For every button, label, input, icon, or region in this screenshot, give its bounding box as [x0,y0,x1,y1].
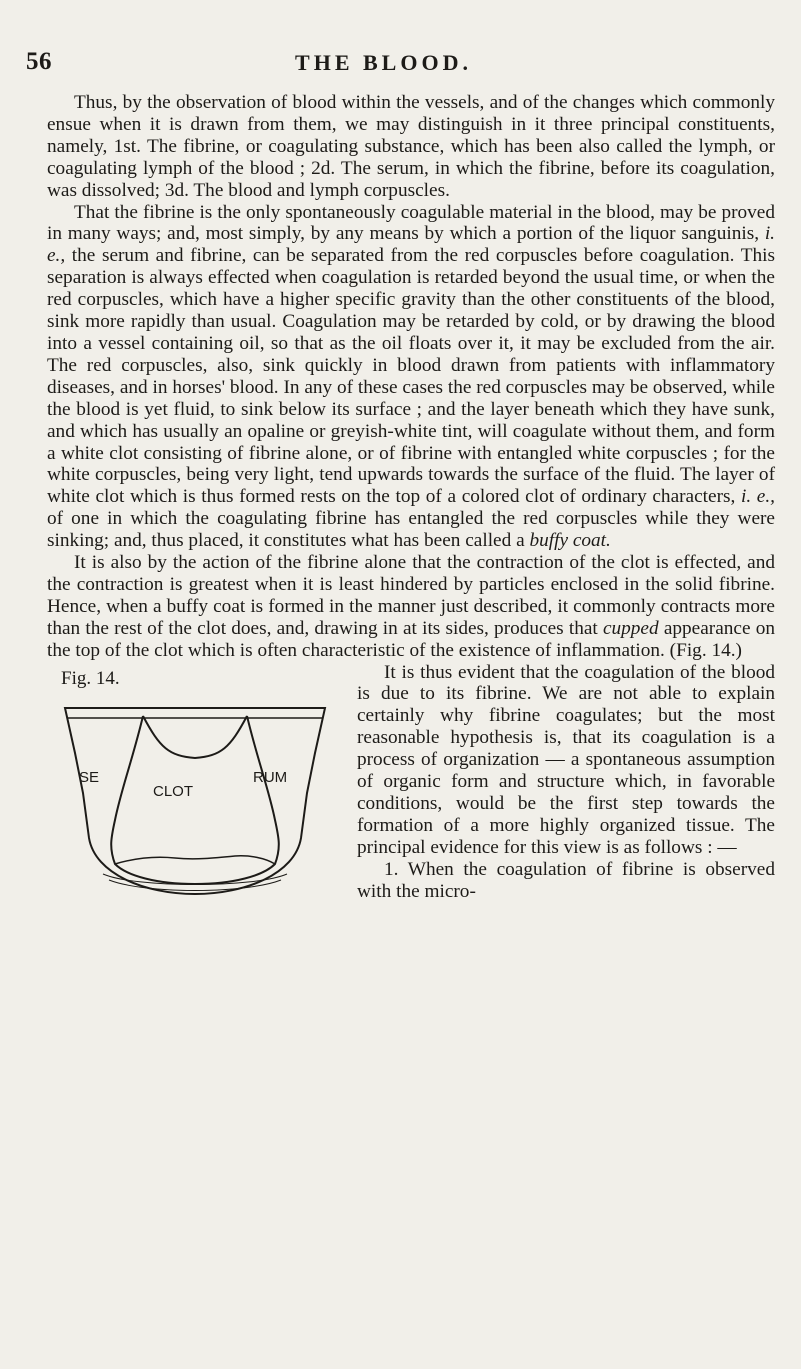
paragraph-1: Thus, by the observation of blood within the vessels, and of the changes which commonly ensue when it is drawn from them, we may distinguish in it three principal constituents, namely, 1st. The fibrine, or coagulating substance, which has been also called the lymph, or coagulating lymph of the blood ; 2d. The serum, in which the fibrine, before its coagulation, was dissolved; 3d. The blood and lymph corpuscles. [47,92,775,201]
figure-14 [45,668,345,912]
cupped-clot-illustration [45,698,345,910]
page-number: 56 [26,48,52,75]
running-head: THE BLOOD. [295,50,472,75]
paragraph-3: It is also by the action of the fibrine alone that the contraction of the clot is effected, and the contraction is greatest when it is least hindered by particles enclosed in the solid fibrine. Hence, when a buffy coat is formed in the manner just described, it commonly contracts more than the rest of the clot does, and, drawing in at its sides, produces that cupped appearance on the top of the clot which is often characteristic of the existence of inflammation. (Fig. 14.) [47,552,775,661]
figure-label: Fig. 14. [61,667,120,689]
paragraph-2: That the fibrine is the only spontaneously coagulable material in the blood, may be proved in many ways; and, most simply, by any means by which a portion of the liquor sanguinis, i. e., the serum and fibrine, can be separated from the red corpuscles before coagulation. This separation is always effected when coagulation is retarded beyond the usual time, or when the red corpuscles, which have a higher specific gravity than the other constituents of the blood, sink more rapidly than usual. Coagulation may be retarded by cold, or by drawing the blood into a vessel containing oil, so that as the oil floats over it, it may be excluded from the air. The red corpuscles, also, sink quickly in blood drawn from patients with inflammatory diseases, and in horses' blood. In any of these cases the red corpuscles may be observed, while the blood is yet fluid, to sink below its surface ; and the layer beneath which they have sunk, and which has usually an opaline or greyish-white tint, will coagulate without them, and form a white clot consisting of fibrine alone, or of fibrine with entangled white corpuscles ; for the white corpuscles, being very light, tend upwards towards the surface of the fluid. The layer of white clot which is thus formed rests on the top of a colored clot of ordinary characters, i. e., of one in which the coagulating fibrine has entangled the red corpuscles while they were sinking; and, thus placed, it constitutes what has been called a buffy coat. [47,201,775,552]
paragraph-5: 1. When the coagulation of fibrine is observed with the micro- [357,858,775,902]
serum-label-left: SE [79,768,100,786]
buffy-coat-term: buffy coat. [529,530,611,552]
clot-label: CLOT [153,782,194,800]
cupped-term: cupped [602,617,659,639]
page-header [26,48,741,80]
body-text [47,92,775,912]
serum-label-right: RUM [253,768,288,786]
paragraph-4: It is thus evident that the coagulation of the blood is due to its fibrine. We are not able to explain certainly why fibrine coagulates; but the most reasonable hypothesis is, that its coagulation is a process of organization — a spontaneous assumption of organic form and structure which, in favorable conditions, would be the first step towards the formation of a more highly organized tissue. The principal evidence for this view is as follows : — [357,661,775,858]
